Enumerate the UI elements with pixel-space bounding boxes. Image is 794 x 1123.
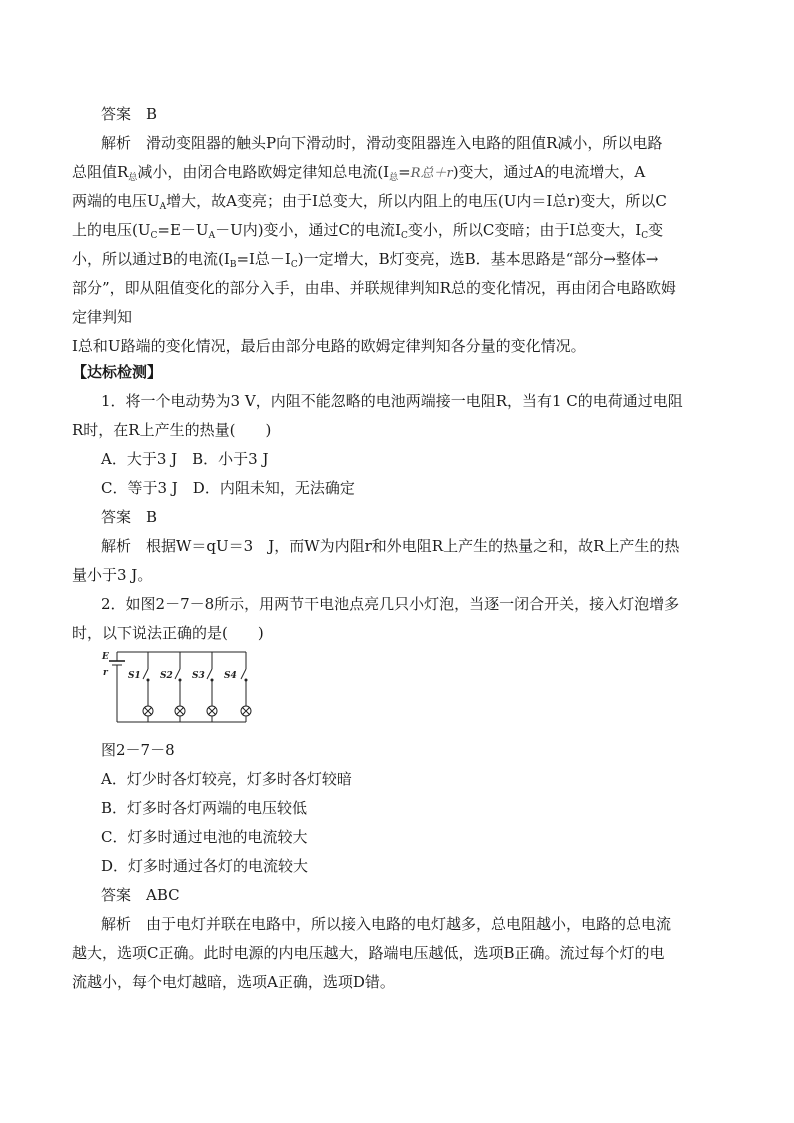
q1-answer: 答案 B [101,508,158,526]
q1-explain-1: 解析 根据W＝qU＝3 J，而W为内阻r和外电阻R上产生的热量之和，故R上产生的热 [101,537,680,555]
q1-stem-1: 1．将一个电动势为3 V，内阻不能忽略的电池两端接一电阻R，当有1 C的电荷通过电阻 [101,392,683,410]
internal-resistance-label: r [103,668,108,678]
prev-explain-line-5: 小，所以通过B的电流($I_B=I$总$-I_C$)一定增大，B灯变亮，选B．基本思路是“部分→整体→ [72,250,659,270]
q2-explain-3: 流越小，每个电灯越暗，选项A正确，选项D错。 [72,973,395,991]
prev-answer: 答案 B [101,105,158,123]
prev-explain-line-2: 总阻值$R_总$减小，由闭合电路欧姆定律知总电流($I_总=R$总＋r)变大，通过A的电流增大，A [72,163,646,183]
switch-label: S2 [160,671,173,681]
prev-explain-line-8: I总和U路端的变化情况，最后由部分电路的欧姆定律判知各分量的变化情况。 [72,337,586,355]
figure-caption: 图2－7－8 [101,741,175,759]
switch-label: S1 [128,671,141,681]
prev-explain-line-1: 解析 滑动变阻器的触头P向下滑动时，滑动变阻器连入电路的阻值R减小，所以电路 [101,134,663,152]
q2-stem-2: 时，以下说法正确的是( ) [72,624,264,642]
prev-explain-line-7: 定律判知 [72,308,133,326]
q2-stem-1: 2．如图2－7－8所示，用两节干电池点亮几只小灯泡，当逐一闭合开关，接入灯泡增多 [101,595,680,613]
q1-explain-2: 量小于3 J。 [72,566,153,584]
q2-answer: 答案 ABC [101,886,180,904]
q2-option-c: C．灯多时通过电池的电流较大 [101,828,308,846]
prev-explain-line-3: 两端的电压$U_A$增大，故A变亮；由于I总变大，所以内阻上的电压(U内＝I总r)变大，所以C [72,192,667,212]
switch-label: S4 [224,671,237,681]
prev-explain-line-6: 部分”，即从阻值变化的部分入手，由串、并联规律判知R总的变化情况，再由闭合电路欧姆 [72,279,676,297]
section-title: 【达标检测】 [72,363,163,381]
q1-options-cd: C．等于3 J D．内阻未知，无法确定 [101,479,355,497]
q2-option-a: A．灯少时各灯较亮，灯多时各灯较暗 [101,770,352,788]
prev-explain-line-4: 上的电压($U_C=E-U_A-U$内)变小，通过C的电流$I_C$变小，所以C变暗；由于I总变大，$I_C$变 [72,221,664,241]
q2-explain-2: 越大，选项C正确。此时电源的内电压越大，路端电压越低，选项B正确。流过每个灯的电 [72,944,665,962]
q1-stem-2: R时，在R上产生的热量( ) [72,421,272,439]
q2-option-b: B．灯多时各灯两端的电压较低 [101,799,308,817]
emf-label: E [102,652,109,662]
q2-explain-1: 解析 由于电灯并联在电路中，所以接入电路的电灯越多，总电阻越小，电路的总电流 [101,915,672,933]
q1-options-ab: A．大于3 J B．小于3 J [101,450,269,468]
q2-option-d: D．灯多时通过各灯的电流较大 [101,857,309,875]
fraction-image: R总＋r [410,166,453,181]
switch-label: S3 [192,671,205,681]
circuit-diagram [100,646,260,728]
